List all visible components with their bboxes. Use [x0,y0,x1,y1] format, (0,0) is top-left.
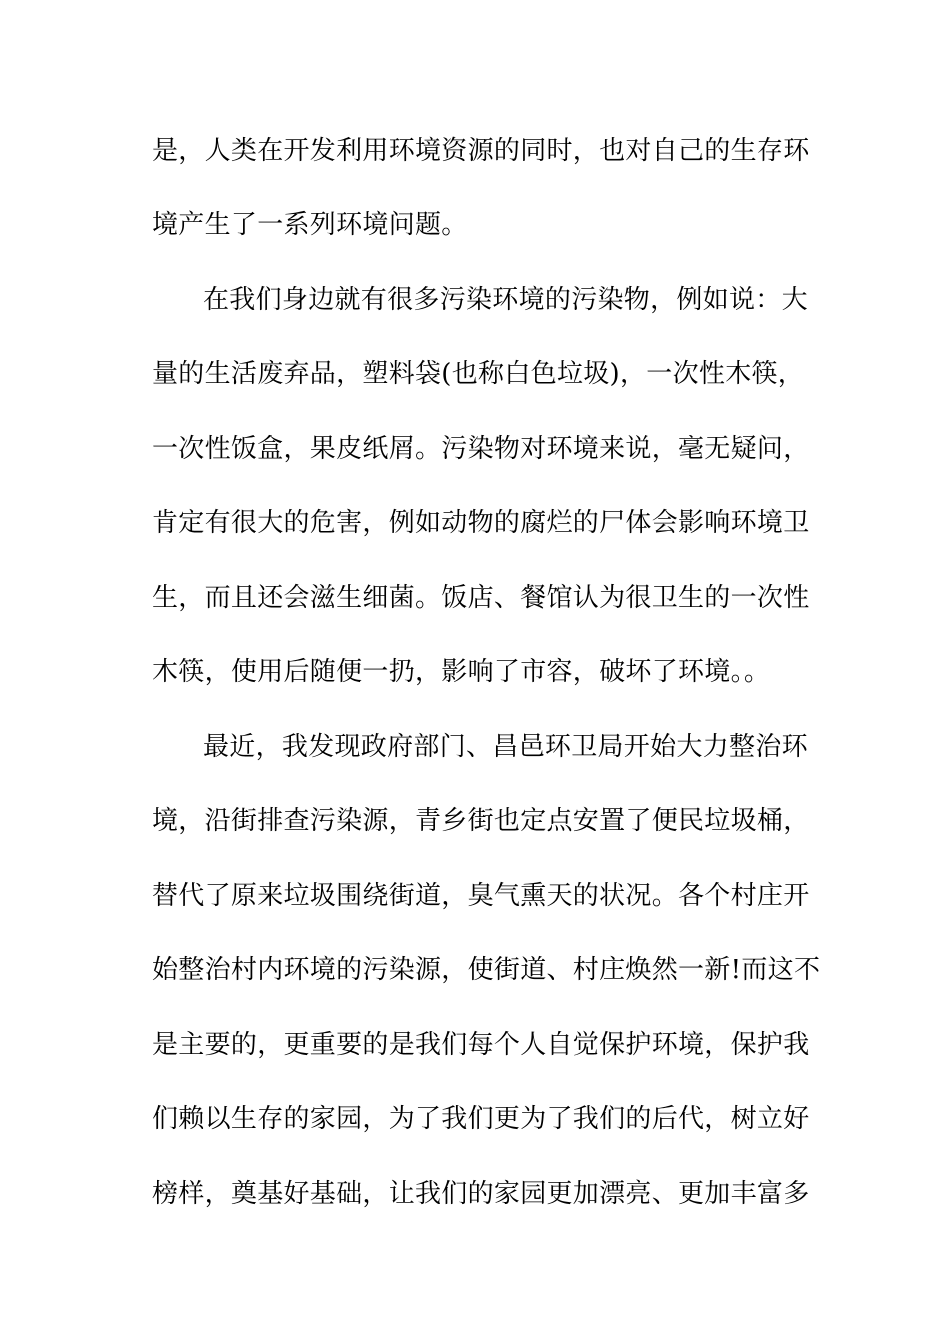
text-line: 量的生活废弃品，塑料袋(也称白色垃圾)，一次性木筷， [152,359,805,389]
text-line: 境，沿街排查污染源，青乡街也定点安置了便民垃圾桶， [152,806,810,836]
text-line: 肯定有很大的危害，例如动物的腐烂的尸体会影响环境卫 [152,508,810,538]
text-line: 一次性饭盒，果皮纸屑。污染物对环境来说，毫无疑问， [152,434,810,464]
text-line: 始整治村内环境的污染源，使街道、村庄焕然一新!而这不 [152,955,821,985]
text-line: 生，而且还会滋生细菌。饭店、餐馆认为很卫生的一次性 [152,583,810,613]
text-line: 木筷，使用后随便一扔，影响了市容，破坏了环境。。 [152,657,771,687]
paragraph-first-line: 在我们身边就有很多污染环境的污染物，例如说：大 [203,285,808,315]
text-line: 是主要的，更重要的是我们每个人自觉保护环境，保护我 [152,1030,810,1060]
text-line: 是，人类在开发利用环境资源的同时，也对自己的生存环 [152,136,810,166]
text-line: 榜样，奠基好基础，让我们的家园更加漂亮、更加丰富多 [152,1179,810,1209]
text-line: 境产生了一系列环境问题。 [152,210,468,240]
text-line: 们赖以生存的家园，为了我们更为了我们的后代，树立好 [152,1104,810,1134]
paragraph-first-line: 最近，我发现政府部门、昌邑环卫局开始大力整治环 [203,732,808,762]
text-line: 替代了原来垃圾围绕街道，臭气熏天的状况。各个村庄开 [152,881,810,911]
